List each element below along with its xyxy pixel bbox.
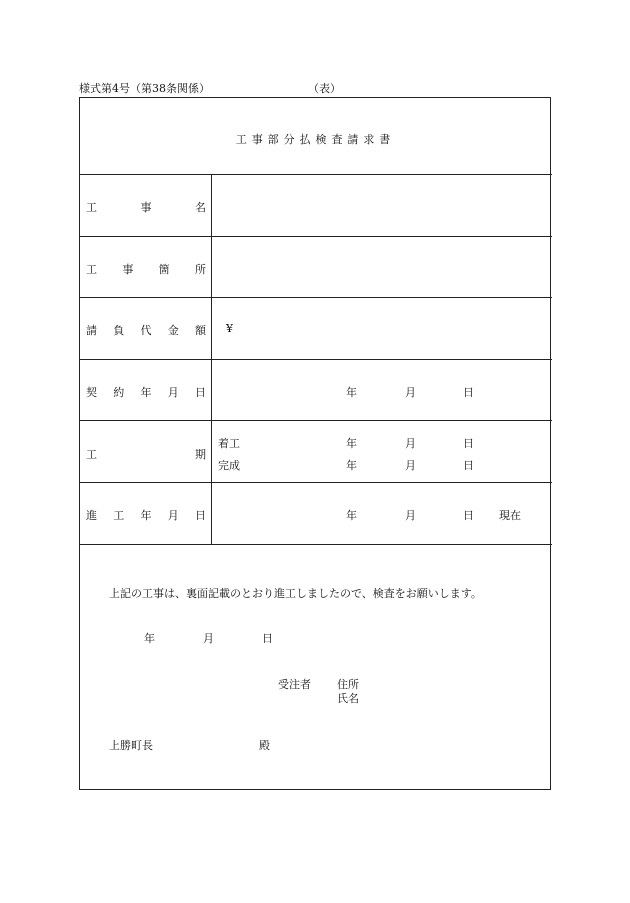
statement-text: 上記の工事は、裏面記載のとおり進工しましたので、検査をお願いします。 (109, 587, 482, 600)
divider (79, 544, 552, 545)
form-number: 様式第4号（第38条関係） (79, 82, 210, 95)
keiyaku-day: 日 (463, 386, 474, 399)
kouki-end-year: 年 (346, 459, 357, 472)
label-char: 工 (86, 201, 97, 214)
label-char: 所 (194, 263, 206, 276)
label-char: 名 (195, 201, 206, 214)
divider (79, 420, 552, 421)
label-char: 工 (113, 509, 125, 522)
yen-sign: ¥ (226, 322, 233, 335)
label-char: 日 (195, 509, 206, 522)
label-kouji-kasho (86, 261, 206, 277)
divider (79, 297, 552, 298)
shinkou-month: 月 (405, 509, 416, 522)
label-shinkou-nengappi (86, 507, 206, 523)
divider (79, 359, 552, 360)
label-char: 代 (140, 324, 152, 337)
request-day: 日 (262, 632, 273, 645)
label-char: 進 (86, 509, 97, 522)
label-char: 日 (195, 386, 206, 399)
label-char: 請 (86, 324, 97, 337)
request-month: 月 (203, 632, 214, 645)
label-char: 工 (86, 448, 97, 461)
label-char: 月 (167, 386, 179, 399)
shinkou-year: 年 (346, 509, 357, 522)
kouki-start-label: 着工 (218, 437, 240, 450)
label-char: 額 (195, 324, 206, 337)
label-ukeoi-daikin (86, 322, 206, 338)
label-char: 年 (140, 509, 152, 522)
document-title: 工事部分払検査請求書 (235, 133, 396, 146)
kouki-end-day: 日 (463, 459, 474, 472)
label-char: 期 (195, 448, 206, 461)
kouki-end-month: 月 (405, 459, 416, 472)
field-kouji-kasho[interactable] (212, 237, 551, 297)
form-side-label: （表） (308, 82, 341, 95)
divider (79, 482, 552, 483)
keiyaku-year: 年 (346, 386, 357, 399)
label-char: 契 (86, 386, 97, 399)
shinkou-day: 日 (463, 509, 474, 522)
contractor-role: 受注者 (278, 678, 311, 691)
label-char: 負 (113, 324, 125, 337)
label-char: 事 (122, 263, 134, 276)
label-keiyaku-nengappi (86, 384, 206, 400)
label-char: 金 (167, 324, 179, 337)
label-char: 工 (86, 263, 97, 276)
contractor-address-label: 住所 (337, 678, 359, 691)
field-kouji-mei[interactable] (212, 175, 551, 236)
keiyaku-month: 月 (405, 386, 416, 399)
shinkou-genzai: 現在 (499, 509, 521, 522)
label-char: 月 (167, 509, 179, 522)
contractor-name-label: 氏名 (337, 692, 359, 705)
label-kouji-mei (86, 199, 206, 215)
label-char: 事 (140, 201, 152, 214)
kouki-start-day: 日 (463, 437, 474, 450)
addressee-title: 上勝町長 (109, 739, 153, 752)
label-kouki (86, 446, 206, 462)
kouki-end-label: 完成 (218, 459, 240, 472)
label-char: 約 (113, 386, 125, 399)
label-char: 箇 (158, 263, 170, 276)
kouki-start-year: 年 (346, 437, 357, 450)
request-year: 年 (144, 632, 155, 645)
addressee-honorific: 殿 (259, 739, 270, 752)
label-char: 年 (140, 386, 152, 399)
kouki-start-month: 月 (405, 437, 416, 450)
